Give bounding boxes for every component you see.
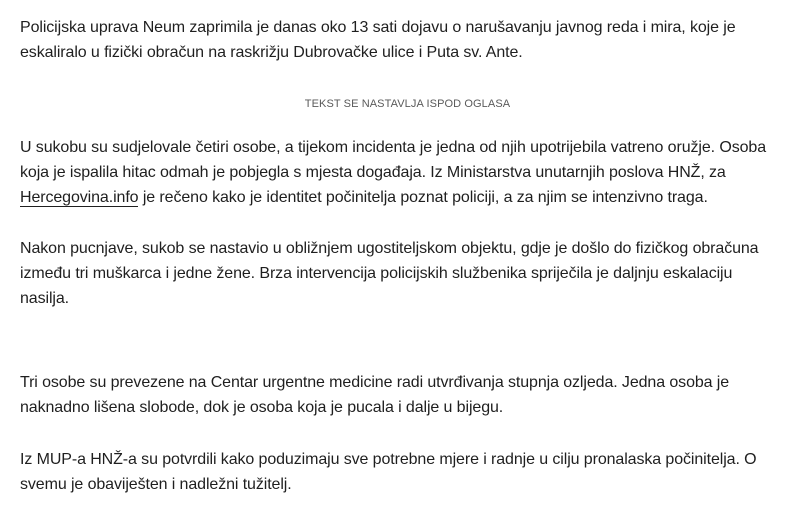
paragraph-intro: Policijska uprava Neum zaprimila je danas oko 13 sati dojavu o narušavanju javnog reda i mira, koje je eskaliralo u fizički obračun na raskrižju Dubrovačke ulice i Puta sv. Ante.: [20, 19, 736, 61]
paragraph-police-statement: Iz MUP-a HNŽ-a su potvrdili kako poduzimaju sve potrebne mjere i radnje u cilju pronalaska počinitelja. O svemu je obaviješten i nadležni tužitelj.: [20, 451, 757, 493]
paragraph-incident: [20, 135, 795, 210]
paragraph-incident-text-end: je rečeno kako je identitet počinitelja poznat policiji, a za njim se intenzivno traga.: [138, 189, 708, 206]
paragraph-aftermath: Nakon pucnjave, sukob se nastavio u obližnjem ugostiteljskom objektu, gdje je došlo do fizičkog obračuna između tri muškarca i jedne žene. Brza intervencija policijskih službenika spriječila je daljnju eskalaciju nasilja.: [20, 240, 759, 307]
hercegovina-info-link[interactable]: Hercegovina.info: [20, 189, 139, 206]
ad-continue-notice: TEKST SE NASTAVLJA ISPOD OGLASA: [304, 98, 511, 110]
paragraph-incident-text-start: U sukobu su sudjelovale četiri osobe, a tijekom incidenta je jedna od njih upotrijebila vatreno oružje. Osoba koja je ispalila hitac odmah je pobjegla s mjesta događaja. Iz Ministarstva unutarnjih poslova HNŽ, za: [20, 139, 766, 181]
paragraph-injured: Tri osobe su prevezene na Centar urgentne medicine radi utvrđivanja stupnja ozljeda. Jedna osoba je naknadno lišena slobode, dok je osoba koja je pucala i dalje u bijegu.: [20, 374, 730, 416]
